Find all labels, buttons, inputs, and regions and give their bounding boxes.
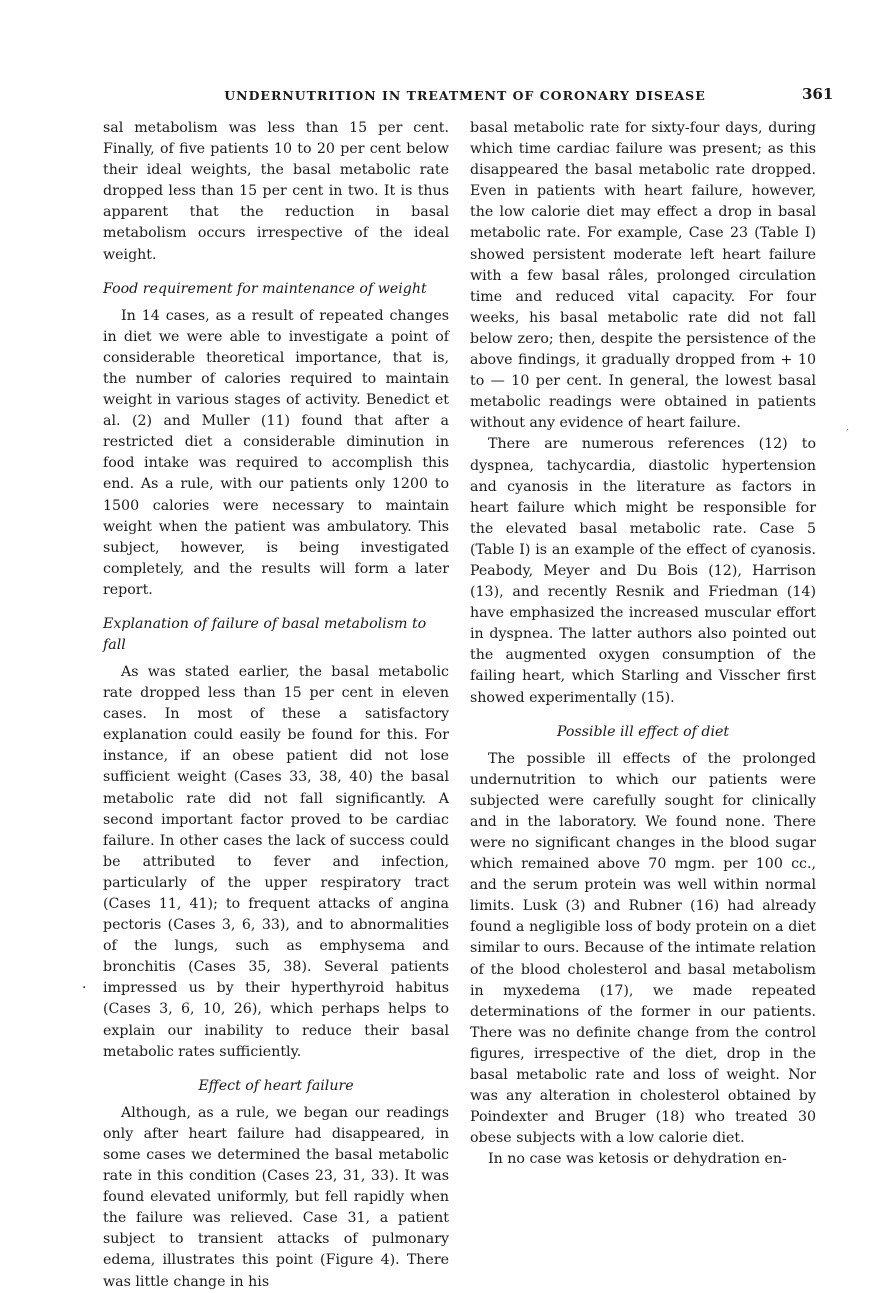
left-column xyxy=(103,118,449,1293)
paragraph: basal metabolic rate for sixty-four days, during which time cardiac failure was present; as this disappeared the basal metabolic rate dropped. Even in patients with heart failure, however, the low calorie diet may effect a drop in basal metabolic rate. For example, Case 23 (Table I) showed persistent moderate left heart failure with a few basal râles, prolonged circulation time and reduced vital capacity. For four weeks, his basal metabolic rate did not fall below zero; then, despite the persistence of the above findings, it gradually dropped from + 10 to — 10 per cent. In general, the lowest basal metabolic readings were obtained in patients without any evidence of heart failure. xyxy=(470,120,816,432)
paragraph: The possible ill effects of the prolonged undernutrition to which our patients were subjected were carefully sought for clinically and in the laboratory. We found none. There were no significant changes in the blood sugar which remained above 70 mgm. per 100 cc., and the serum protein was well within normal limits. Lusk (3) and Rubner (16) had already found a negligible loss of body protein on a diet similar to ours. Because of the intimate relation of the blood cholesterol and basal metabolism in myxedema (17), we made repeated determinations of the former in our patients. There was no definite change from the control figures, irrespective of the diet, drop in the basal metabolic rate and loss of weight. Nor was any alteration in cholesterol obtained by Poindexter and Bruger (18) who treated 30 obese subjects with a low calorie diet. xyxy=(470,750,816,1147)
section-heading: Possible ill effect of diet xyxy=(556,723,730,740)
paragraph: sal metabolism was less than 15 per cent. Finally, of five patients 10 to 20 per cent below their ideal weights, the basal metabolic rate dropped less than 15 per cent in two. It is thus apparent that the reduction in basal metabolism occurs irrespective of the ideal weight. xyxy=(103,120,449,263)
page-number: 361 xyxy=(802,85,834,103)
paragraph: As was stated earlier, the basal metabolic rate dropped less than 15 per cent in eleven cases. In most of these a satisfactory explanation could easily be found for this. For instance, if an obese patient did not lose sufficient weight (Cases 33, 38, 40) the basal metabolic rate did not fall significantly. A second important factor proved to be cardiac failure. In other cases the lack of success could be attributed to fever and infection, particularly of the upper respiratory tract (Cases 11, 41); to frequent attacks of angina pectoris (Cases 3, 6, 33), and to abnormalities of the lungs, such as emphysema and bronchitis (Cases 35, 38). Several patients impressed us by their hyperthyroid habitus (Cases 3, 6, 10, 26), which perhaps helps to explain our inability to reduce their basal metabolic rates sufficiently. xyxy=(103,663,449,1060)
right-column xyxy=(470,118,816,1171)
section-heading: Effect of heart failure xyxy=(198,1077,354,1094)
paragraph: In 14 cases, as a result of repeated changes in diet we were able to investigate a point of considerable theoretical importance, that is, the number of calories required to maintain weight in various stages of activity. Benedict et al. (2) and Muller (11) found that after a restricted diet a considerable diminution in food intake was required to accomplish this end. As a rule, with our patients only 1200 to 1500 calories were necessary to maintain weight when the patient was ambulatory. This subject, however, is being investigated completely, and the results will form a later report. xyxy=(103,307,449,598)
paragraph: Although, as a rule, we began our readings only after heart failure had disappeared, in some cases we determined the basal metabolic rate in this condition (Cases 23, 31, 33). It was found elevated uniformly, but fell rapidly when the failure was relieved. Case 31, a patient subject to transient attacks of pulmonary edema, illustrates this point (Figure 4). There was little change in his xyxy=(103,1104,449,1290)
running-title: UNDERNUTRITION IN TREATMENT OF CORONARY DISEASE xyxy=(224,88,706,103)
paragraph: There are numerous references (12) to dyspnea, tachycardia, diastolic hypertension and cyanosis in the literature as factors in heart failure which might be responsible for the elevated basal metabolic rate. Case 5 (Table I) is an example of the effect of cyanosis. Peabody, Meyer and Du Bois (12), Harrison (13), and recently Resnik and Friedman (14) have emphasized the increased muscular effort in dyspnea. The latter authors also pointed out the augmented oxygen consumption of the failing heart, which Starling and Visscher first showed experimentally (15). xyxy=(470,436,816,706)
section-heading: Explanation of failure of basal metabolism to fall xyxy=(103,615,427,653)
section-heading: Food requirement for maintenance of weight xyxy=(103,280,427,297)
margin-dot-mark: · xyxy=(82,980,87,996)
paragraph: In no case was ketosis or dehydration en- xyxy=(488,1151,787,1168)
margin-tick-mark: ′ xyxy=(846,427,849,441)
